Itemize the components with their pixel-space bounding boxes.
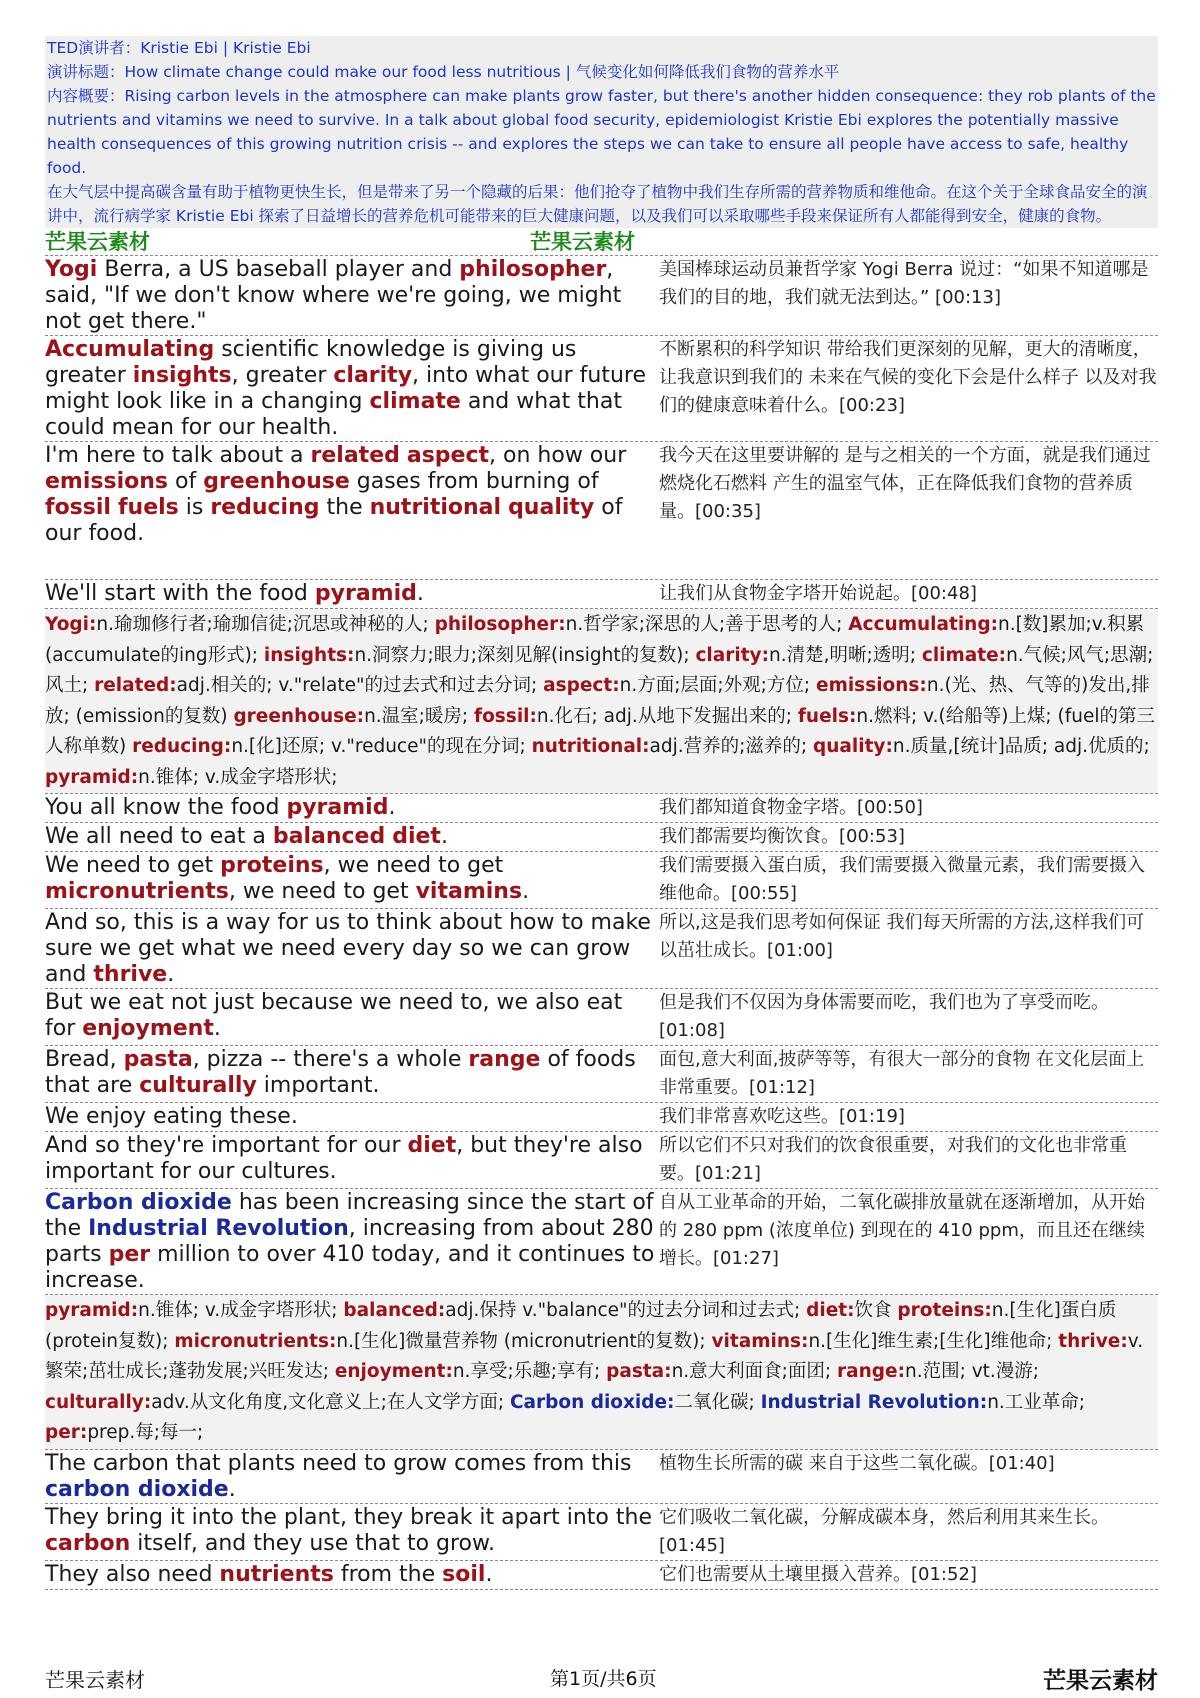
text-run: of: [168, 469, 204, 494]
vocab-definition: n.工业革命;: [987, 1391, 1086, 1413]
vocab-word: aspect:: [543, 675, 620, 696]
vocab-definition: prep.每;每一;: [87, 1422, 204, 1443]
text-run: You all know the food: [45, 795, 287, 820]
vocab-definition: n.[化]还原; v."reduce"的现在分词;: [231, 736, 532, 757]
vocab-word: culturally:: [45, 1391, 152, 1413]
subtitle-row: [45, 1189, 1158, 1295]
vocab-word: greenhouse:: [233, 705, 365, 727]
vocab-definition: n.享受;乐趣;享有;: [452, 1361, 607, 1382]
keyword: climate: [369, 389, 461, 414]
keyword: quality: [508, 495, 595, 520]
text-run: .: [167, 962, 175, 987]
text-run: .: [485, 1561, 493, 1587]
segment-group-2: [45, 794, 1158, 1295]
keyword: culturally: [139, 1073, 257, 1098]
keyword: reducing: [210, 495, 320, 520]
subtitle-row: [45, 852, 1158, 909]
keyword: per: [108, 1242, 151, 1267]
text-run: Berra, a US baseball player and: [97, 257, 460, 282]
vocab-definition: n.瑜珈修行者;瑜珈信徒;沉思或神秘的人;: [96, 614, 435, 635]
chinese-translation: 我们非常喜欢吃这些。[01:19]: [659, 1106, 905, 1127]
chinese-translation: 它们也需要从土壤里摄入营养。[01:52]: [659, 1563, 977, 1585]
text-run: We all need to eat a: [45, 824, 273, 849]
keyword: soil: [442, 1561, 486, 1587]
keyword: nutrients: [219, 1561, 334, 1587]
subtitle-row: [45, 1132, 1158, 1189]
summary-en: 内容概要：Rising carbon levels in the atmosphere can make plants grow faster, but there's another hidden consequence: they rob plants of the nutrients and vitamins we need to survive. In a talk about global food security, epidemiologist Kristie Ebi explores the potentially massive health consequences of this growing nutrition crisis -- and explores the steps we can take to ensure all people have access to safe, healthy food.: [47, 87, 1156, 177]
text-run: , but they're also important for our cultures.: [45, 1133, 643, 1184]
summary-zh: 在大气层中提高碳含量有助于植物更快生长，但是带来了另一个隐藏的后果：他们抢夺了植物中我们生存所需的营养物质和维他命。在这个关于全球食品安全的演讲中，流行病学家 Kristie Ebi 探索了日益增长的营养危机可能带来的巨大健康问题，以及我们可以采取哪些手段来保证所有人都能得到安全，健康的食物。: [47, 183, 1148, 225]
keyword: Yogi: [45, 257, 98, 282]
footer-brand-left: 芒果云素材: [45, 1668, 145, 1692]
subtitle-row: [45, 256, 1158, 336]
vocab-word: Industrial Revolution:: [760, 1391, 988, 1413]
chinese-translation: 所以,这是我们思考如何保证 我们每天所需的方法,这样我们可以茁壮成长。[01:00]: [659, 912, 1145, 961]
chinese-translation: 我们都知道食物金字塔。[00:50]: [659, 797, 923, 818]
vocab-definition: adv.从文化角度,文化意义上;在人文学方面;: [151, 1391, 510, 1413]
segment-group-1: [45, 256, 1158, 609]
subtitle-row: [45, 1561, 1158, 1590]
keyword: greenhouse: [203, 469, 350, 494]
text-run: is: [178, 495, 211, 520]
vocab-definition: n.锥体; v.成金字塔形状;: [138, 766, 338, 788]
english-sentence: [45, 256, 657, 335]
chinese-translation: 让我们从食物金字塔开始说起。[00:48]: [659, 583, 977, 604]
vocab-word: quality:: [813, 736, 893, 757]
brand-label-right: 芒果云素材: [530, 230, 635, 254]
keyword: pyramid: [314, 581, 417, 606]
vocab-definition: n.清楚,明晰;透明;: [769, 644, 922, 666]
english-sentence: [45, 442, 657, 579]
english-sentence: [45, 909, 657, 988]
keyword: thrive: [93, 962, 168, 987]
vocab-definition: n.[生化]维生素;[生化]维他命;: [808, 1330, 1059, 1352]
chinese-translation: 美国棒球运动员兼哲学家 Yogi Berra 说过：“如果不知道哪是我们的目的地，我们就无法到达。” [00:13]: [659, 259, 1149, 308]
keyword: insights: [132, 363, 232, 388]
chinese-translation: 它们吸收二氧化碳，分解成碳本身，然后利用其来生长。[01:45]: [659, 1506, 1109, 1556]
vocab-word: nutritional:: [531, 736, 650, 757]
text-run: itself, and they use that to grow.: [130, 1530, 495, 1556]
vocabulary-block-2: [45, 1295, 1158, 1450]
text-run: But we eat not just because we need to, we also eat for: [45, 990, 623, 1041]
text-run: the: [319, 495, 370, 520]
vocab-word: philosopher:: [434, 614, 566, 635]
text-run: And so they're important for our: [45, 1133, 408, 1158]
speaker-line: TED演讲者：Kristie Ebi | Kristie Ebi: [47, 39, 311, 57]
keyword: diet: [392, 824, 441, 849]
subtitle-row: [45, 1103, 1158, 1132]
vocab-definition: n.[生化]微量营养物 (micronutrient的复数);: [336, 1330, 712, 1352]
vocab-definition: n.[数]累加;v.积累(accumulate的ing形式);: [45, 614, 1145, 666]
text-run: And so, this is a way for us to think about how to make sure we get what we need every day so we can grow and: [45, 910, 651, 987]
vocab-word: insights:: [263, 644, 355, 666]
brand-label-left: 芒果云素材: [45, 230, 150, 254]
text-run: We need to get: [45, 853, 221, 878]
title-line: 演讲标题：How climate change could make our food less nutritious | 气候变化如何降低我们食物的营养水平: [47, 63, 840, 81]
english-sentence: [45, 1103, 657, 1131]
vocab-word: Carbon dioxide:: [509, 1391, 675, 1413]
subtitle-row: [45, 1450, 1158, 1504]
english-sentence: [45, 1189, 657, 1294]
english-sentence: [45, 336, 657, 441]
chinese-translation: 但是我们不仅因为身体需要而吃，我们也为了享受而吃。[01:08]: [659, 992, 1109, 1041]
text-run: , increasing from about 280 parts: [45, 1216, 654, 1267]
keyword: fossil: [45, 495, 111, 520]
vocab-word: enjoyment:: [334, 1361, 453, 1382]
english-sentence: [45, 580, 657, 608]
keyword: emissions: [45, 469, 168, 494]
text-run: , we need to get: [228, 879, 416, 904]
keyword: range: [468, 1047, 541, 1072]
english-sentence: [45, 852, 657, 908]
keyword: enjoyment: [82, 1016, 214, 1041]
text-run: , pizza -- there's a whole: [192, 1047, 469, 1072]
keyword: related: [310, 443, 400, 468]
subtitle-row: [45, 909, 1158, 989]
text-run: of our food.: [45, 495, 623, 546]
text-run: We enjoy eating these.: [45, 1104, 298, 1129]
chinese-translation: 所以它们不只对我们的饮食很重要，对我们的文化也非常重要。[01:21]: [659, 1135, 1127, 1184]
vocab-definition: 二氧化碳;: [674, 1391, 761, 1413]
text-run: from the: [333, 1561, 443, 1587]
segment-group-3: [45, 1450, 1158, 1590]
vocab-definition: n.[生化]蛋白质(protein复数);: [45, 1300, 1117, 1352]
vocab-word: range:: [837, 1361, 905, 1382]
keyword: pasta: [123, 1047, 193, 1072]
vocab-definition: n.洞察力;眼力;深刻见解(insight的复数);: [354, 644, 696, 666]
vocab-definition: n.化石; adj.从地下发掘出来的;: [536, 705, 798, 727]
keyword: pyramid: [286, 795, 389, 820]
subtitle-row: [45, 580, 1158, 609]
vocab-word: diet:: [806, 1300, 855, 1321]
vocab-definition: n.锥体; v.成金字塔形状;: [138, 1300, 344, 1321]
vocab-word: vitamins:: [711, 1330, 809, 1352]
text-run: , we need to get: [323, 853, 504, 878]
text-run: has been increasing since the start of the: [45, 1190, 654, 1241]
subtitle-row: [45, 1504, 1158, 1561]
text-run: We'll start with the food: [45, 581, 315, 606]
text-run: [400, 443, 407, 468]
text-run: important.: [256, 1073, 380, 1098]
text-run: [501, 495, 508, 520]
keyword: clarity: [333, 363, 413, 388]
vocab-definition: v.繁荣;茁壮成长;蓬勃发展;兴旺发达;: [45, 1330, 1144, 1382]
subtitle-row: [45, 794, 1158, 823]
keyword: vitamins: [415, 879, 523, 904]
text-run: .: [440, 824, 448, 849]
vocab-word: clarity:: [695, 644, 770, 666]
subtitle-row: [45, 442, 1158, 580]
vocab-definition: n.方面;层面;外观;方位;: [619, 675, 817, 696]
page-footer: [45, 1662, 1158, 1692]
vocab-word: proteins:: [897, 1300, 992, 1321]
page-number: 第1页/共6页: [550, 1668, 657, 1690]
english-sentence: [45, 1132, 657, 1188]
english-sentence: [45, 1046, 657, 1102]
text-run: , greater: [231, 363, 334, 388]
vocab-word: reducing:: [132, 736, 232, 757]
keyword-phrase: Carbon dioxide: [45, 1190, 232, 1215]
text-run: .: [522, 879, 530, 904]
text-run: They bring it into the plant, they break it apart into the: [45, 1504, 652, 1530]
text-run: The carbon that plants need to grow comes from this: [45, 1450, 632, 1476]
vocab-word: balanced:: [343, 1300, 446, 1321]
subtitle-row: [45, 1046, 1158, 1103]
chinese-translation: 我今天在这里要讲解的 是与之相关的一个方面，就是我们通过燃烧化石燃料 产生的温室气体，正在降低我们食物的营养质量。[00:35]: [659, 445, 1151, 522]
chinese-translation: 我们都需要均衡饮食。[00:53]: [659, 826, 905, 847]
text-run: They also need: [45, 1561, 220, 1587]
vocab-definition: n.燃料; v.(给船等)上煤; (fuel的第三人称单数): [45, 705, 1156, 757]
english-sentence: [45, 794, 657, 822]
footer-brand-right: 芒果云素材: [1043, 1668, 1158, 1694]
vocab-word: related:: [94, 675, 177, 696]
text-run: , into what our future might look like in a changing: [45, 363, 647, 414]
text-run: gases from burning of: [349, 469, 599, 494]
vocab-definition: n.范围; vt.漫游;: [904, 1361, 1040, 1382]
subtitle-row: [45, 823, 1158, 852]
vocab-definition: adj.营养的;滋养的;: [649, 736, 813, 757]
talk-info-panel: [45, 36, 1158, 228]
text-run: scientific knowledge is giving us greater: [45, 337, 577, 388]
brand-row: [45, 228, 1158, 256]
keyword: carbon: [45, 1530, 131, 1556]
keyword-phrase: carbon dioxide: [45, 1476, 229, 1502]
keyword: aspect: [406, 443, 490, 468]
english-sentence: [45, 1504, 657, 1560]
text-run: .: [228, 1476, 236, 1502]
text-run: of foods that are: [45, 1047, 636, 1098]
vocab-definition: adj.相关的; v."relate"的过去式和过去分词;: [176, 675, 544, 696]
keyword: Accumulating: [45, 337, 215, 362]
keyword: balanced: [272, 824, 386, 849]
vocab-definition: n.气候;风气;思潮;风土;: [45, 644, 1154, 696]
english-sentence: [45, 823, 657, 851]
text-run: Bread,: [45, 1047, 124, 1072]
vocab-definition: n.意大利面食;面团;: [671, 1361, 838, 1382]
keyword: proteins: [220, 853, 324, 878]
vocab-word: pyramid:: [45, 766, 139, 788]
vocab-word: emissions:: [816, 675, 927, 696]
vocab-word: climate:: [921, 644, 1007, 666]
text-run: .: [388, 795, 396, 820]
vocab-definition: n.(光、热、气等的)发出,排放; (emission的复数): [45, 675, 1150, 727]
text-run: .: [416, 581, 424, 606]
vocab-word: Yogi:: [45, 614, 97, 635]
keyword: micronutrients: [45, 879, 229, 904]
text-run: .: [213, 1016, 221, 1041]
vocab-definition: n.质量,[统计]品质; adj.优质的;: [892, 736, 1150, 757]
keyword: diet: [407, 1133, 457, 1158]
vocab-word: per:: [45, 1422, 88, 1443]
text-run: I'm here to talk about a: [45, 443, 311, 468]
vocab-word: pasta:: [606, 1361, 672, 1382]
vocab-word: fossil:: [474, 705, 537, 727]
vocab-definition: adj.保持 v."balance"的过去分词和过去式;: [445, 1300, 807, 1321]
subtitle-row: [45, 989, 1158, 1046]
vocabulary-block-1: [45, 609, 1158, 794]
english-sentence: [45, 1561, 657, 1589]
vocab-definition: n.哲学家;深思的人;善于思考的人;: [565, 614, 849, 635]
vocab-word: pyramid:: [45, 1300, 139, 1321]
chinese-translation: 不断累积的科学知识 带给我们更深刻的见解，更大的清晰度，让我意识到我们的 未来在气候的变化下会是什么样子 以及对我们的健康意味着什么。[00:23]: [659, 339, 1157, 416]
chinese-translation: 自从工业革命的开始，二氧化碳排放量就在逐渐增加，从开始的 280 ppm (浓度单位) 到现在的 410 ppm，而且还在继续增长。[01:27]: [659, 1192, 1145, 1269]
vocab-word: micronutrients:: [174, 1330, 337, 1352]
chinese-translation: 我们需要摄入蛋白质，我们需要摄入微量元素，我们需要摄入维他命。[00:55]: [659, 855, 1145, 904]
document-page: [45, 36, 1158, 1590]
keyword-phrase: Industrial Revolution: [88, 1216, 349, 1241]
text-run: million to over 410 today, and it continues to increase.: [45, 1242, 655, 1293]
text-run: , said, "If we don't know where we're going, we might not get there.": [45, 257, 622, 334]
vocab-definition: n.温室;暖房;: [364, 705, 475, 727]
chinese-translation: 植物生长所需的碳 来自于这些二氧化碳。[01:40]: [659, 1452, 1055, 1474]
keyword: nutritional: [369, 495, 502, 520]
vocab-word: thrive:: [1058, 1330, 1128, 1352]
keyword: philosopher: [459, 257, 607, 282]
vocab-word: Accumulating:: [848, 614, 998, 635]
english-sentence: [45, 1450, 657, 1503]
english-sentence: [45, 989, 657, 1045]
vocab-word: fuels:: [797, 705, 857, 727]
chinese-translation: 面包,意大利面,披萨等等，有很大一部分的食物 在文化层面上非常重要。[01:12]: [659, 1049, 1145, 1098]
keyword: fuels: [117, 495, 179, 520]
text-run: [111, 495, 118, 520]
vocab-definition: 饮食: [854, 1300, 898, 1321]
text-run: , on how our: [489, 443, 627, 468]
text-run: and what that could mean for our health.: [45, 389, 622, 440]
subtitle-row: [45, 336, 1158, 442]
